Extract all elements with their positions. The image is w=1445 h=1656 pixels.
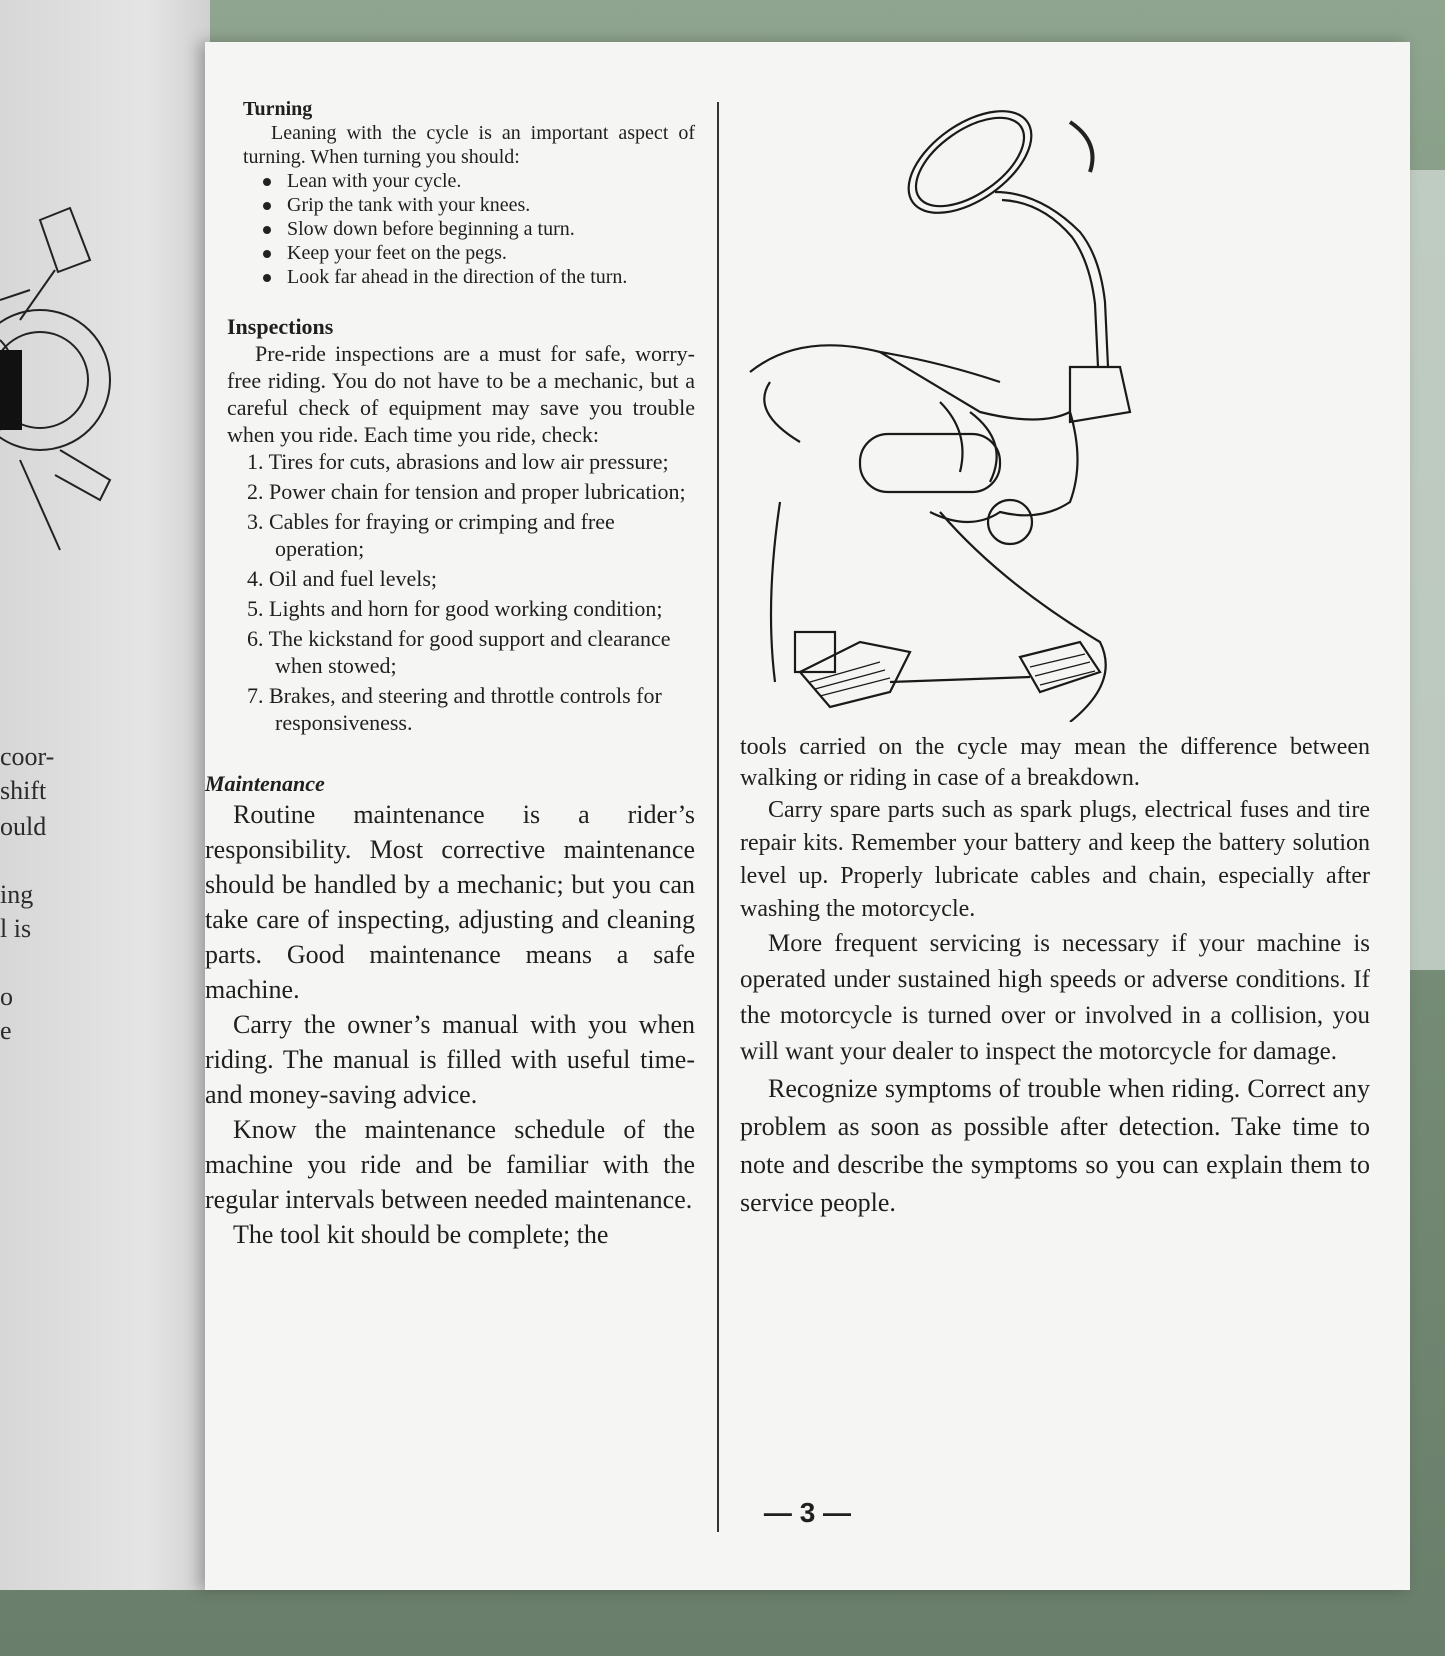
turning-bullet: Lean with your cycle.	[261, 169, 695, 193]
inspections-intro: Pre-ride inspections are a must for safe, worry-free riding. You do not have to be a mechanic, but a careful check of equipment may save you trouble when you ride. Each time you ride, check:	[227, 341, 695, 447]
maintenance-paragraph: Carry the owner’s manual with you when riding. The manual is filled with useful time- and money-saving advice.	[205, 1010, 695, 1109]
turning-bullet: Look far ahead in the direction of the turn.	[261, 265, 695, 289]
inspections-heading: Inspections	[227, 314, 334, 339]
checklist-item: 7. Brakes, and steering and throttle controls for responsiveness.	[247, 683, 662, 735]
column-divider	[717, 102, 719, 1532]
checklist-item: 2. Power chain for tension and proper lubrication;	[247, 479, 686, 504]
turning-bullet-list	[243, 169, 695, 289]
left-fragment-4: ing	[0, 880, 34, 909]
checklist-item: 1. Tires for cuts, abrasions and low air pressure;	[247, 449, 669, 474]
left-fragment-5: l is	[0, 914, 32, 943]
maintenance-paragraph: Know the maintenance schedule of the machine you ride and be familiar with the regular intervals between needed maintenance.	[205, 1115, 695, 1214]
hand-throttle-illustration	[740, 82, 1160, 722]
maintenance-heading: Maintenance	[205, 771, 325, 796]
left-fragment-1: coor-	[0, 742, 55, 771]
right-column	[740, 82, 1370, 1222]
left-fragment-7: e	[0, 1016, 12, 1045]
left-fragment-2: shift	[0, 776, 47, 805]
page-number: — 3 —	[763, 1497, 852, 1528]
turning-bullet: Grip the tank with your knees.	[261, 193, 695, 217]
right-paragraph: Carry spare parts such as spark plugs, electrical fuses and tire repair kits. Remember your battery and keep the battery solution level up. Properly lubricate cables and chain, especially after washing the motorcycle.	[740, 797, 1370, 922]
right-paragraph: tools carried on the cycle may mean the difference between walking or riding in case of a breakdown.	[740, 734, 1370, 791]
checklist-item: 5. Lights and horn for good working condition;	[247, 596, 663, 621]
inspections-section	[205, 313, 695, 736]
left-fragment-3: ould	[0, 812, 47, 841]
turning-bullet: Keep your feet on the pegs.	[261, 241, 695, 265]
turning-heading: Turning	[243, 98, 313, 120]
maintenance-section	[205, 770, 695, 1252]
left-column	[205, 97, 695, 1252]
inspection-checklist	[227, 448, 695, 736]
checklist-item: 4. Oil and fuel levels;	[247, 566, 438, 591]
left-page	[0, 0, 210, 1590]
right-paragraph: Recognize symptoms of trouble when riding. Correct any problem as soon as possible after detection. Take time to note and describe the symptoms so you can explain them to service people.	[740, 1074, 1370, 1217]
turning-section	[205, 97, 695, 289]
checklist-item: 6. The kickstand for good support and clearance when stowed;	[247, 626, 671, 678]
turning-bullet: Slow down before beginning a turn.	[261, 217, 695, 241]
turning-intro: Leaning with the cycle is an important aspect of turning. When turning you should:	[243, 122, 695, 168]
maintenance-paragraph: The tool kit should be complete; the	[233, 1220, 609, 1249]
left-fragment-6: o	[0, 982, 13, 1011]
motorcycle-illustration-fragment	[0, 200, 160, 580]
maintenance-paragraph: Routine maintenance is a rider’s responsibility. Most corrective maintenance should be handled by a mechanic; but you can take care of inspecting, adjusting and cleaning parts. Good maintenance means a safe machine.	[205, 800, 695, 1004]
checklist-item: 3. Cables for fraying or crimping and free operation;	[247, 509, 615, 561]
manual-page	[205, 42, 1410, 1590]
right-paragraph: More frequent servicing is necessary if your machine is operated under sustained high speeds or adverse conditions. If the motorcycle is turned over or involved in a collision, you will want your dealer to inspect the motorcycle for damage.	[740, 930, 1370, 1065]
